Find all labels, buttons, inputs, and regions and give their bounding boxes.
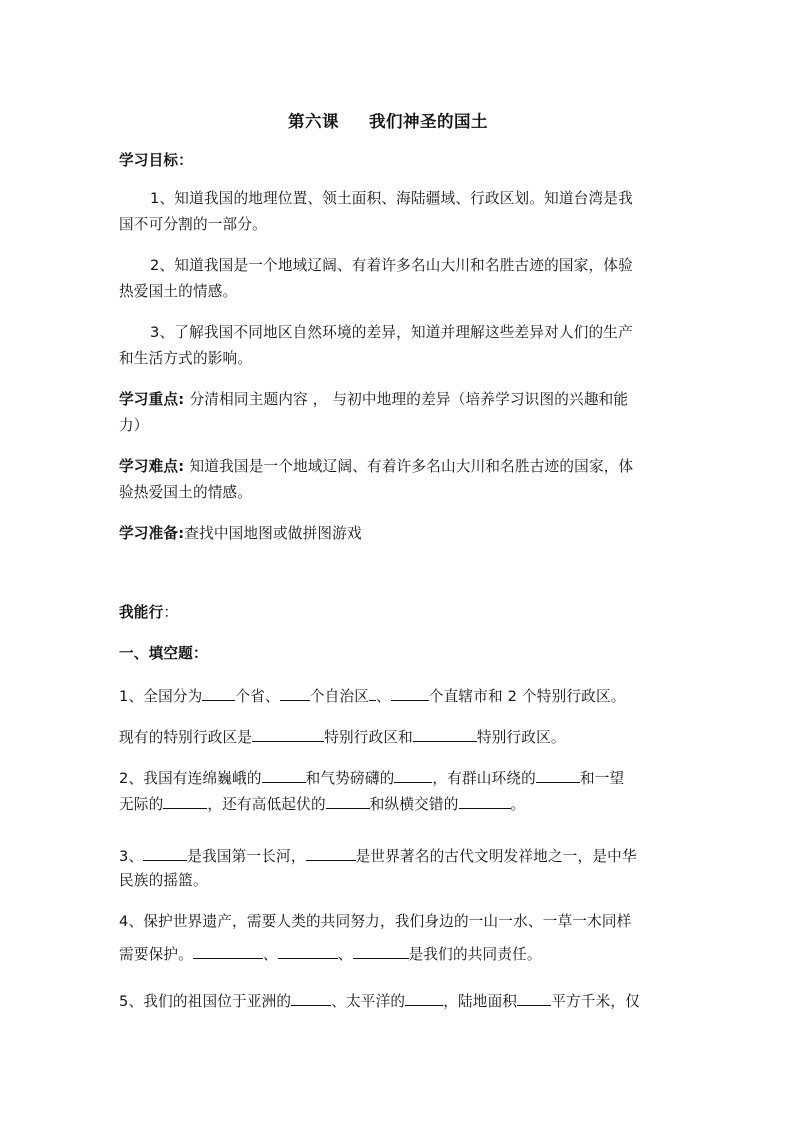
focus-line-1: 学习重点: 分清相同主题内容 ， 与初中地理的差异（培养学习识图的兴趣和能: [119, 391, 629, 408]
objective-1-line-1: 1、知道我国的地理位置、领土面积、海陆疆域、行政区划。知道台湾是我: [150, 190, 633, 207]
blank-responsibility-1[interactable]: [193, 943, 263, 959]
question-4-line-1: 4、保护世界遗产，需要人类的共同努力，我们身边的一山一水、一草一木同样: [119, 913, 632, 930]
blank-plains[interactable]: [163, 793, 207, 809]
difficulty-line-2: 验热爱国土的情感。: [119, 484, 253, 501]
focus-text: 分清相同主题内容 ， 与初中地理的差异（培养学习识图的兴趣和能: [189, 391, 629, 408]
blank-longest-river[interactable]: [143, 845, 187, 861]
blank-rivers[interactable]: [459, 793, 511, 809]
preparation-line: 学习准备:查找中国地图或做拼图游戏: [119, 525, 362, 542]
difficulty-label: 学习难点: [119, 458, 179, 475]
blank-basins[interactable]: [536, 767, 580, 783]
objective-3-line-2: 和生活方式的影响。: [119, 350, 253, 367]
blank-provinces[interactable]: [202, 685, 235, 701]
question-5-line-1: 5、我们的祖国位于亚洲的 、太平洋的 ，陆地面积 平方千米，仅: [119, 990, 640, 1012]
blank-short: [369, 685, 376, 701]
question-1-line-2: 现有的特别行政区是 特别行政区和 特别行政区。: [119, 726, 566, 748]
difficulty-text: 知道我国是一个地域辽阔、有着许多名山大川和名胜古迹的国家，体: [189, 458, 634, 475]
blank-responsibility-3[interactable]: [353, 943, 409, 959]
blank-responsibility-2[interactable]: [278, 943, 338, 959]
blank-asia-position[interactable]: [291, 990, 331, 1006]
question-2-line-1: 2、我国有连绵巍峨的 和气势磅礴的 ，有群山环绕的 和一望: [119, 767, 624, 789]
focus-label: 学习重点: [119, 391, 179, 408]
blank-plateaus[interactable]: [394, 767, 432, 783]
preparation-text: 查找中国地图或做拼图游戏: [184, 525, 362, 542]
blank-municipalities[interactable]: [391, 685, 429, 701]
blank-land-area[interactable]: [517, 990, 551, 1006]
question-2-line-2: 无际的 ，还有高低起伏的 和纵横交错的 。: [119, 793, 525, 815]
question-3-line-1: 3、 是我国第一长河， 是世界著名的古代文明发祥地之一，是中华: [119, 845, 637, 867]
blank-cradle-river[interactable]: [306, 845, 356, 861]
question-4-line-2: 需要保护。 、 、 是我们的共同责任。: [119, 943, 542, 965]
question-1-line-1: 1、全国分为 个省、 个自治区 、 个直辖市和 2 个特别行政区。: [119, 685, 626, 707]
difficulty-line-1: 学习难点: 知道我国是一个地域辽阔、有着许多名山大川和名胜古迹的国家，体: [119, 458, 634, 475]
blank-sar-1[interactable]: [252, 726, 324, 742]
objective-1-line-2: 国不可分割的一部分。: [119, 216, 267, 233]
lesson-name: 我们神圣的国土: [369, 112, 488, 131]
lesson-number: 第六课: [288, 112, 339, 131]
blank-hills[interactable]: [326, 793, 370, 809]
preparation-label: 学习准备: [119, 525, 179, 542]
blank-autonomous-regions[interactable]: [280, 685, 310, 701]
objective-2-line-1: 2、知道我国是一个地域辽阔、有着许多名山大川和名胜古迹的国家，体验: [150, 257, 633, 274]
blank-mountains[interactable]: [262, 767, 306, 783]
fill-in-heading: 一、填空题：: [119, 645, 208, 662]
section-heading: 我能行：: [119, 604, 179, 621]
focus-line-2: 力）: [119, 417, 149, 434]
blank-sar-2[interactable]: [413, 726, 477, 742]
question-3-line-2: 民族的摇篮。: [119, 872, 208, 889]
objectives-heading: 学习目标：: [119, 152, 193, 169]
objective-3-line-1: 3、了解我国不同地区自然环境的差异，知道并理解这些差异对人们的生产: [150, 324, 633, 341]
blank-pacific-position[interactable]: [405, 990, 443, 1006]
lesson-title: [288, 112, 488, 132]
objective-2-line-2: 热爱国土的情感。: [119, 283, 238, 300]
